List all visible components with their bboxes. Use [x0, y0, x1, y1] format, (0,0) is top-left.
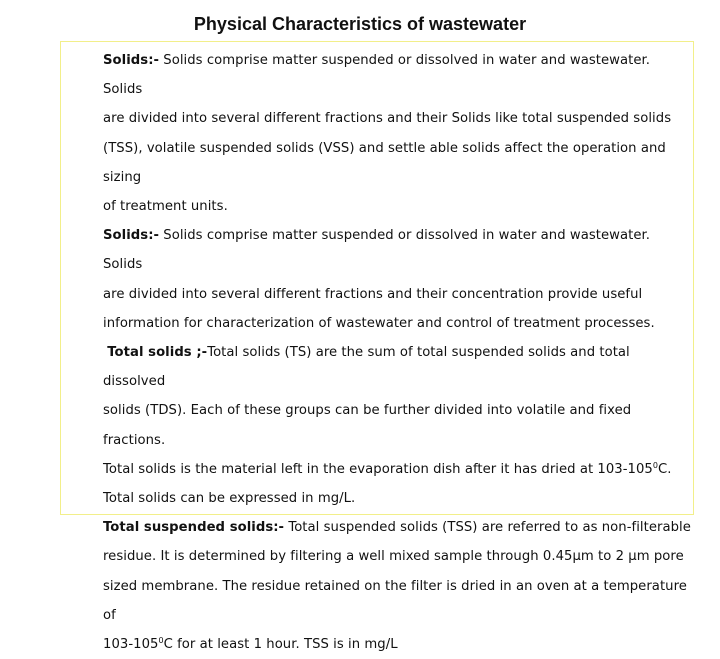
paragraph-total-solids: [103, 338, 693, 513]
text-line: are divided into several different fractions and their concentration provide useful: [103, 286, 643, 302]
text-line: Total suspended solids:- Total suspended solids (TSS) are referred to as non-filterable: [103, 520, 691, 536]
text-line: of treatment units.: [103, 199, 228, 215]
superscript-degree: 0: [652, 460, 659, 470]
page-title: Physical Characteristics of wastewater: [193, 14, 527, 34]
paragraph-tss: [103, 513, 693, 659]
superscript-degree: 0: [158, 636, 164, 646]
text-line: Solids:- Solids comprise matter suspended or dissolved in water and wastewater. Solids: [103, 53, 651, 98]
paragraph-solids-1: [103, 46, 693, 221]
text-line: Solids:- Solids comprise matter suspended or dissolved in water and wastewater. Solids: [103, 228, 651, 273]
paragraph-solids-2: [103, 221, 693, 338]
text-line: information for characterization of wastewater and control of treatment processes.: [103, 315, 655, 331]
paragraph-heading: Solids:-: [103, 53, 160, 68]
text-line: (TSS), volatile suspended solids (VSS) and settle able solids affect the operation and sizing: [103, 140, 666, 185]
text-line: Total solids is the material left in the evaporation dish after it has dried at $103-105^0C$.: [103, 460, 672, 477]
text-line: are divided into several different fractions and their Solids like total suspended solids: [103, 111, 672, 127]
paragraph-heading: Total solids ;-: [107, 345, 208, 361]
text-line: Total solids can be expressed in mg/L.: [103, 491, 356, 507]
text-line: $103-105^0C$ for at least 1 hour. TSS is in mg/L: [103, 636, 398, 653]
content-body: [103, 46, 693, 659]
text-line: residue. It is determined by filtering a well mixed sample through 0.45µm to 2 µm pore: [103, 549, 684, 565]
text-line: solids (TDS). Each of these groups can be further divided into volatile and fixed fractions.: [103, 403, 632, 448]
text-line: sized membrane. The residue retained on the filter is dried in an oven at a temperature of: [103, 578, 687, 623]
paragraph-heading: Total suspended solids:-: [103, 520, 285, 536]
text-line: Total solids ;-Total solids (TS) are the sum of total suspended solids and total dissolved: [103, 345, 630, 390]
paragraph-heading: Solids:-: [103, 228, 160, 244]
